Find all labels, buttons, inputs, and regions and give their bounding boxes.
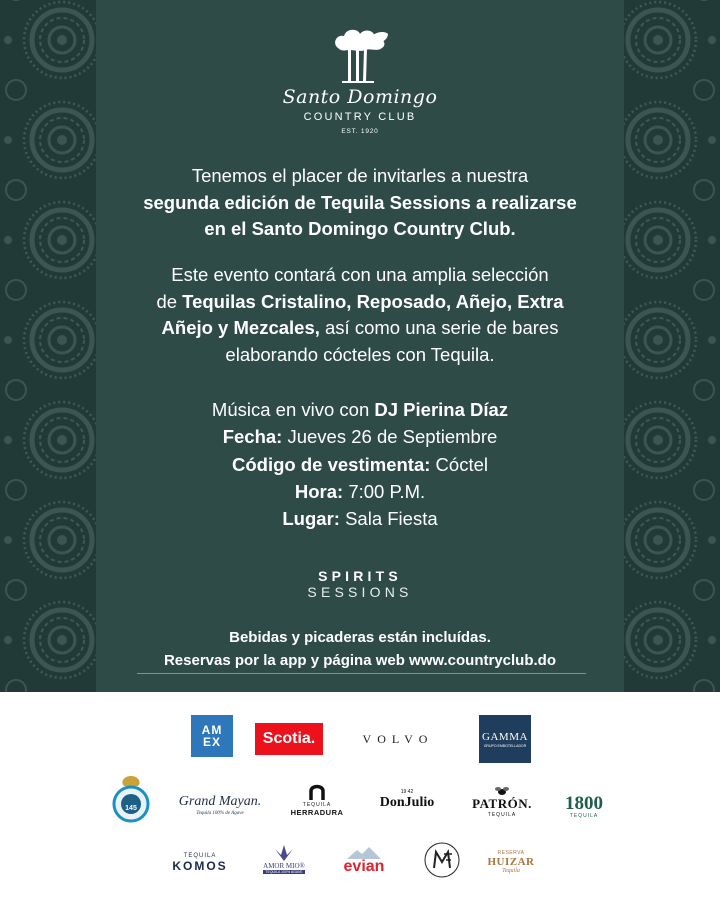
patron-text: PATRÓN. [472,796,532,811]
intro-line-3: en el Santo Domingo Country Club. [204,218,516,239]
sessions-text: SESSIONS [307,584,413,600]
date-label: Fecha: [222,426,283,448]
music-label: Música en vivo con [211,399,375,420]
don-julio-text: DonJulio [379,795,435,810]
amor-mio-logo [256,838,312,880]
tree-icon [330,26,390,84]
dress-code-row [110,451,610,478]
time-label: Hora: [294,480,344,502]
time-row [110,478,610,505]
dress-code-label: Código de vestimenta: [232,453,431,475]
agave-icon [271,845,297,861]
komos-logo [168,850,232,876]
dress-code-value: Cóctel [430,453,488,475]
scotia-text: Scotia. [262,730,316,747]
footer-underline [137,673,586,674]
evian-text: evian [343,858,385,875]
gamma-logo [479,715,531,763]
place-value: Sala Fiesta [339,508,438,530]
horseshoe-icon [307,782,327,800]
amex-logo [191,715,233,757]
amex-text: AM EX [201,723,223,749]
gamma-sub-text: GRUPO EMBOTELLADOR [483,743,527,748]
logo-est-text: EST. 1920 [341,128,379,135]
description-line-2-pre: de [156,290,183,312]
place-row [110,505,610,532]
music-row [110,396,610,423]
intro-line-2: segunda edición de Tequila Sessions a realizarse [143,191,577,213]
grand-mayan-text: Grand Mayan. [178,794,262,809]
herradura-top-text: TEQUILA [302,801,332,808]
country-club-logo [270,26,450,144]
grand-mayan-logo [174,790,266,820]
gamma-text: GAMMA [482,730,528,743]
date-row [110,423,610,450]
volvo-logo [350,730,446,748]
lace-border-left [0,0,96,692]
huizar-sub-text: Tequila [502,868,520,874]
intro-line-1: Tenemos el placer de invitarles a nuestra [191,165,529,186]
description-line-3-post: así como una serie de bares [319,317,559,338]
caribe-badge-text: 145 [125,805,137,812]
herradura-text: HERRADURA [290,807,344,817]
mf-tequila-logo [422,840,462,880]
date-value: Jueves 26 de Septiembre [282,426,498,448]
scotia-logo [255,723,323,755]
tequila-1800-logo [558,792,610,820]
herradura-logo [288,778,346,820]
huizar-text: HUIZAR [487,856,535,868]
description-line-3-bold: Añejo y Mezcales, [161,317,320,338]
logo-club-text: COUNTRY CLUB [303,111,417,123]
komos-top-text: TEQUILA [183,853,217,859]
don-julio-logo [375,784,439,816]
sponsors-section [0,692,720,898]
footer-notes [110,626,610,672]
caribe-seal-logo [110,774,152,824]
tequila-1800-sub-text: TEQUILA [569,812,599,819]
description-paragraph [110,262,610,368]
description-line-1: Este evento contará con una amplia selección [171,264,549,285]
komos-text: KOMOS [172,859,228,873]
patron-logo [470,784,534,820]
intro-paragraph [110,163,610,243]
lace-border-right [624,0,720,692]
spirits-text: SPIRITS [318,568,402,584]
huizar-logo [486,842,536,882]
eagle-seal-icon [110,774,152,824]
grand-mayan-sub-text: Tequila 100% de Agave [196,811,244,816]
huizar-top-text: RESERVA [497,850,525,856]
description-line-4: elaborando cócteles con Tequila. [225,343,495,365]
footer-line-2[interactable]: Reservas por la app y página web www.countryclub.do [163,652,557,669]
evian-logo [338,844,390,878]
event-details [110,396,610,532]
patron-sub-text: TEQUILA [487,812,517,818]
place-label: Lugar: [282,508,340,530]
time-value: 7:00 P.M. [343,480,426,502]
bee-icon [494,786,510,796]
tequila-1800-text: 1800 [565,792,603,814]
description-line-2-bold: Tequilas Cristalino, Reposado, Añejo, Extra [182,290,564,312]
logo-script-text: Santo Domingo [282,86,438,108]
mf-monogram-icon [422,840,462,880]
amor-mio-text: AMOR MIO® [263,861,305,870]
music-value: DJ Pierina Díaz [374,399,509,420]
amor-mio-sub-text: TEQUILA 100% AGAVE [265,869,303,874]
volvo-text: VOLVO [362,731,434,746]
spirits-sessions-logo [260,568,460,601]
footer-line-1: Bebidas y picaderas están incluídas. [229,629,491,646]
don-julio-year-text: 19 42 [400,789,414,795]
